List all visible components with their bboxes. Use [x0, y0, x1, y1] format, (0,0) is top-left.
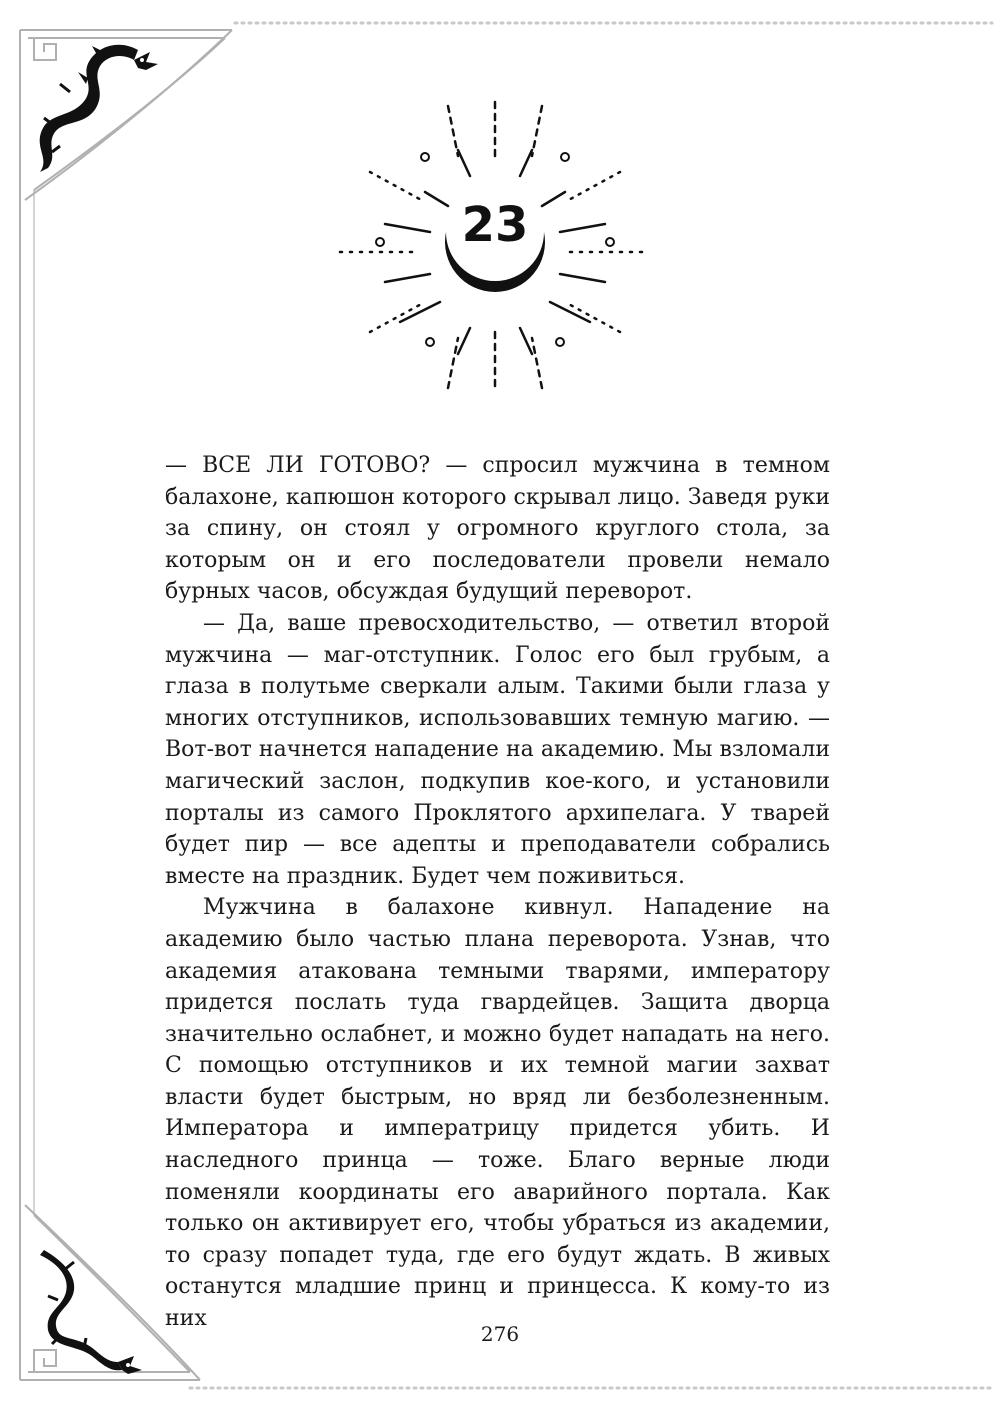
paragraph: — Да, ваше превосходительство, — ответил второй мужчина — маг-отступник. Голос его был грубым, а глаза в полутьме сверкали алым. Такими были глаза у многих отступников, использовавших темную магию. — Вот-вот начнется нападение на академию. Мы взломали магический заслон, подкупив кое-кого, и установили порталы из самого Проклятого архипелага. У тварей будет пир — все адепты и преподаватели собрались вместе на праздник. Будет чем поживиться. — [165, 610, 830, 889]
dragon-icon — [40, 45, 158, 172]
paragraph: — ВСЕ ЛИ ГОТОВО? — спросил мужчина в темном балахоне, капюшон которого скрывал лицо. Заведя руки за спину, он стоял у огромного круглого стола, за которым он и его последователи провели немало бурных часов, обсуждая будущий переворот. — [165, 453, 830, 605]
chapter-emblem — [330, 92, 660, 402]
body-text — [165, 450, 830, 1335]
page-number: 276 — [480, 1322, 520, 1346]
paragraph: Мужчина в балахоне кивнул. Нападение на академию было частью плана переворота. Узнав, что академия атакована темными тварями, императору придется послать туда гвардейцев. Защита дворца значительно ослабнет, и можно будет нападать на него. С помощью отступников и их темной магии захват власти будет быстрым, но вряд ли безболезненным. Императора и императрицу придется убить. И наследного принца — тоже. Благо верные люди поменяли координаты его аварийного портала. Как только он активирует его, чтобы убраться из академии, то сразу попадет туда, где его будут ждать. В живых останутся младшие принц и принцесса. К кому-то из них — [165, 895, 830, 1332]
chapter-number: 23 — [461, 197, 529, 253]
